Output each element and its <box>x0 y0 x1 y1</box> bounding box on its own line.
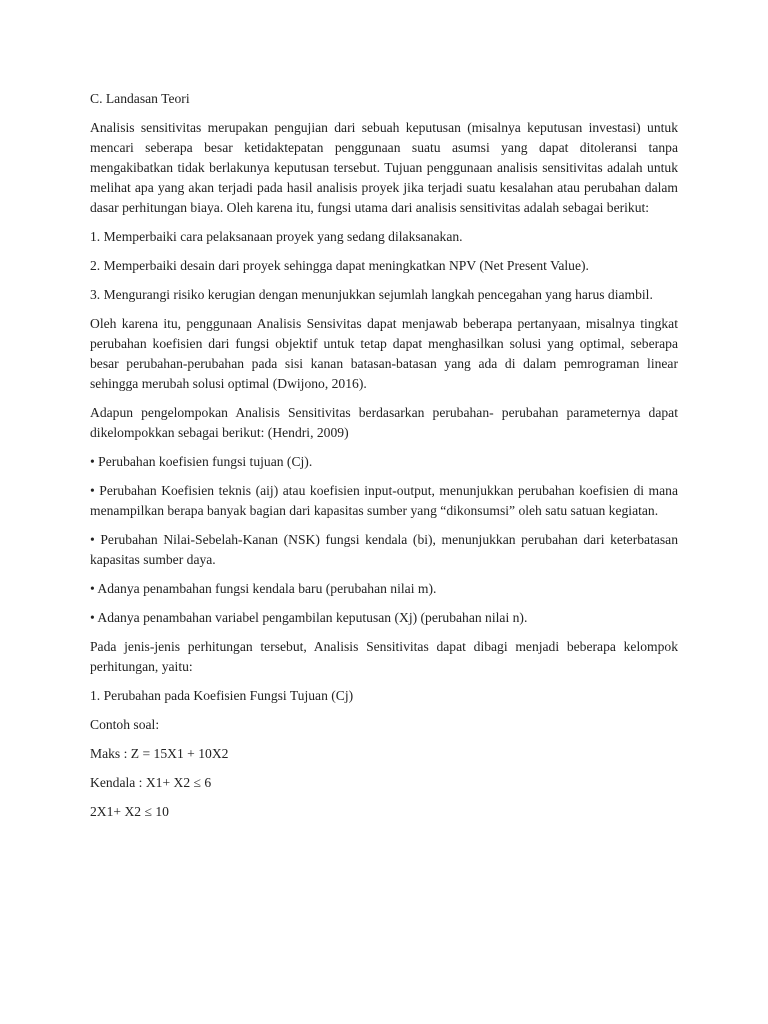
bullet-item-2: • Perubahan Koefisien teknis (aij) atau koefisien input-output, menunjukkan perubahan koefisien di mana menampilkan berapa banyak bagian dari kapasitas sumber yang “dikonsumsi” oleh satu satuan kegiatan. <box>90 483 678 518</box>
paragraph-intro: Analisis sensitivitas merupakan pengujian dari sebuah keputusan (misalnya keputusan investasi) untuk mencari seberapa besar ketidaktepatan penggunaan suatu asumsi yang dapat ditoleransi tanpa mengakibatkan tidak berlakunya keputusan tersebut. Tujuan penggunaan analisis sensitivitas adalah untuk melihat apa yang akan terjadi pada hasil analisis proyek jika terjadi suatu kesalahan atau perubahan dalam dasar perhitungan biaya. Oleh karena itu, fungsi utama dari analisis sensitivitas adalah sebagai berikut: <box>90 120 678 215</box>
document-page <box>90 89 678 831</box>
list-item-3: 3. Mengurangi risiko kerugian dengan menunjukkan sejumlah langkah pencegahan yang harus diambil. <box>90 287 653 302</box>
bullet-item-5: • Adanya penambahan variabel pengambilan keputusan (Xj) (perubahan nilai n). <box>90 610 528 625</box>
paragraph-grouping: Adapun pengelompokan Analisis Sensitivitas berdasarkan perubahan- perubahan parameternya dapat dikelompokkan sebagai berikut: (Hendri, 2009) <box>90 405 678 440</box>
bullet-item-3: • Perubahan Nilai-Sebelah-Kanan (NSK) fungsi kendala (bi), menunjukkan perubahan dari keterbatasan kapasitas sumber daya. <box>90 532 678 567</box>
section-heading: C. Landasan Teori <box>90 91 190 106</box>
equation-objective: Maks : Z = 15X1 + 10X2 <box>90 746 229 761</box>
paragraph-calculation-types: Pada jenis-jenis perhitungan tersebut, Analisis Sensitivitas dapat dibagi menjadi beberapa kelompok perhitungan, yaitu: <box>90 639 678 674</box>
list-item-2: 2. Memperbaiki desain dari proyek sehingga dapat meningkatkan NPV (Net Present Value). <box>90 258 589 273</box>
equation-constraint-1: Kendala : X1+ X2 ≤ 6 <box>90 775 212 790</box>
bullet-item-4: • Adanya penambahan fungsi kendala baru (perubahan nilai m). <box>90 581 437 596</box>
paragraph-questions: Oleh karena itu, penggunaan Analisis Sensivitas dapat menjawab beberapa pertanyaan, misalnya tingkat perubahan koefisien dari fungsi objektif untuk tetap dapat menghasilkan solusi yang optimal, seberapa besar perubahan-perubahan pada sisi kanan batasan-batasan yang ada di dalam pemrograman linear sehingga merubah solusi optimal (Dwijono, 2016). <box>90 316 678 391</box>
list-item-1: 1. Memperbaiki cara pelaksanaan proyek yang sedang dilaksanakan. <box>90 229 463 244</box>
bullet-item-1: • Perubahan koefisien fungsi tujuan (Cj). <box>90 454 313 469</box>
subheading-objective-coefficient: 1. Perubahan pada Koefisien Fungsi Tujuan (Cj) <box>90 688 354 703</box>
example-label: Contoh soal: <box>90 717 160 732</box>
equation-constraint-2: 2X1+ X2 ≤ 10 <box>90 804 169 819</box>
